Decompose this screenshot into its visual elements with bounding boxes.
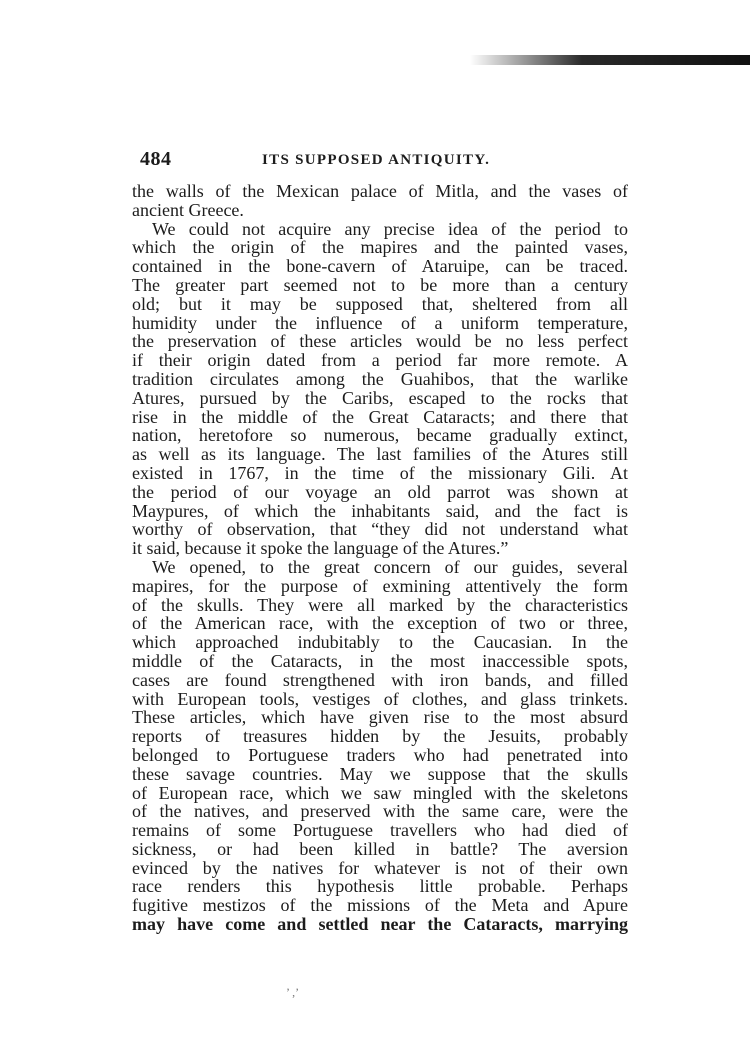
text-line: cases are found strengthened with iron bands, and filled xyxy=(132,669,628,690)
text-line: The greater part seemed not to be more than a century xyxy=(132,274,628,295)
text-line: it said, because it spoke the language of the Atures.” xyxy=(132,538,509,559)
text-line: if their origin dated from a period far more remote. A xyxy=(132,350,628,371)
body-text xyxy=(132,182,628,934)
text-line: which the origin of the mapires and the painted vases, xyxy=(132,237,628,258)
text-line: Atures, pursued by the Caribs, escaped to the rocks that xyxy=(132,387,628,408)
page-edge-shadow xyxy=(470,55,750,65)
text-line: these savage countries. May we suppose that the skulls xyxy=(132,763,628,784)
text-line: nation, heretofore so numerous, became gradually extinct, xyxy=(132,425,628,446)
text-line: of European race, which we saw mingled with the skeletons xyxy=(132,782,628,803)
text-line: reports of treasures hidden by the Jesuits, probably xyxy=(132,726,628,747)
text-line: tradition circulates among the Guahibos, that the warlike xyxy=(132,368,628,389)
text-line: sickness, or had been killed in battle? The aversion xyxy=(132,838,628,859)
text-line: as well as its language. The last families of the Atures still xyxy=(132,444,628,465)
text-line: middle of the Cataracts, in the most inaccessible spots, xyxy=(132,650,628,671)
page-number: 484 xyxy=(140,148,172,170)
text-line: We opened, to the great concern of our guides, several xyxy=(152,556,628,577)
text-line: may have come and settled near the Cataracts, marrying xyxy=(132,914,628,935)
text-line: fugitive mestizos of the missions of the Meta and Apure xyxy=(132,895,628,916)
text-line: the period of our voyage an old parrot was shown at xyxy=(132,481,628,502)
text-line: These articles, which have given rise to the most absurd xyxy=(132,707,628,728)
text-line: of the natives, and preserved with the same care, were the xyxy=(132,801,628,822)
text-line: which approached indubitably to the Caucasian. In the xyxy=(132,632,628,653)
text-line: remains of some Portuguese travellers who had died of xyxy=(132,820,628,841)
text-line: race renders this hypothesis little probable. Perhaps xyxy=(132,876,628,897)
text-line: the preservation of these articles would be no less perfect xyxy=(132,331,628,352)
text-line: with European tools, vestiges of clothes, and glass trinkets. xyxy=(132,688,628,709)
text-line: ancient Greece. xyxy=(132,199,244,220)
text-line: evinced by the natives for whatever is not of their own xyxy=(132,857,628,878)
text-line: We could not acquire any precise idea of the period to xyxy=(152,218,628,239)
page-smudge: ’ ,’ xyxy=(286,985,300,999)
running-head: ITS SUPPOSED ANTIQUITY. xyxy=(262,152,491,168)
text-line: Maypures, of which the inhabitants said, and the fact is xyxy=(132,500,628,521)
text-line: contained in the bone-cavern of Ataruipe, can be traced. xyxy=(132,256,628,277)
text-line: humidity under the influence of a uniform temperature, xyxy=(132,312,628,333)
text-line: worthy of observation, that “they did not understand what xyxy=(132,519,628,540)
text-line: existed in 1767, in the time of the missionary Gili. At xyxy=(132,462,628,483)
text-line: old; but it may be supposed that, sheltered from all xyxy=(132,293,628,314)
page-header xyxy=(140,148,620,174)
text-line: rise in the middle of the Great Cataracts; and there that xyxy=(132,406,628,427)
text-line: of the skulls. They were all marked by the characteristics xyxy=(132,594,628,615)
text-line: the walls of the Mexican palace of Mitla, and the vases of xyxy=(132,181,628,201)
text-line: mapires, for the purpose of exmining attentively the form xyxy=(132,575,628,596)
text-line: of the American race, with the exception of two or three, xyxy=(132,613,628,634)
text-line: belonged to Portuguese traders who had penetrated into xyxy=(132,744,628,765)
